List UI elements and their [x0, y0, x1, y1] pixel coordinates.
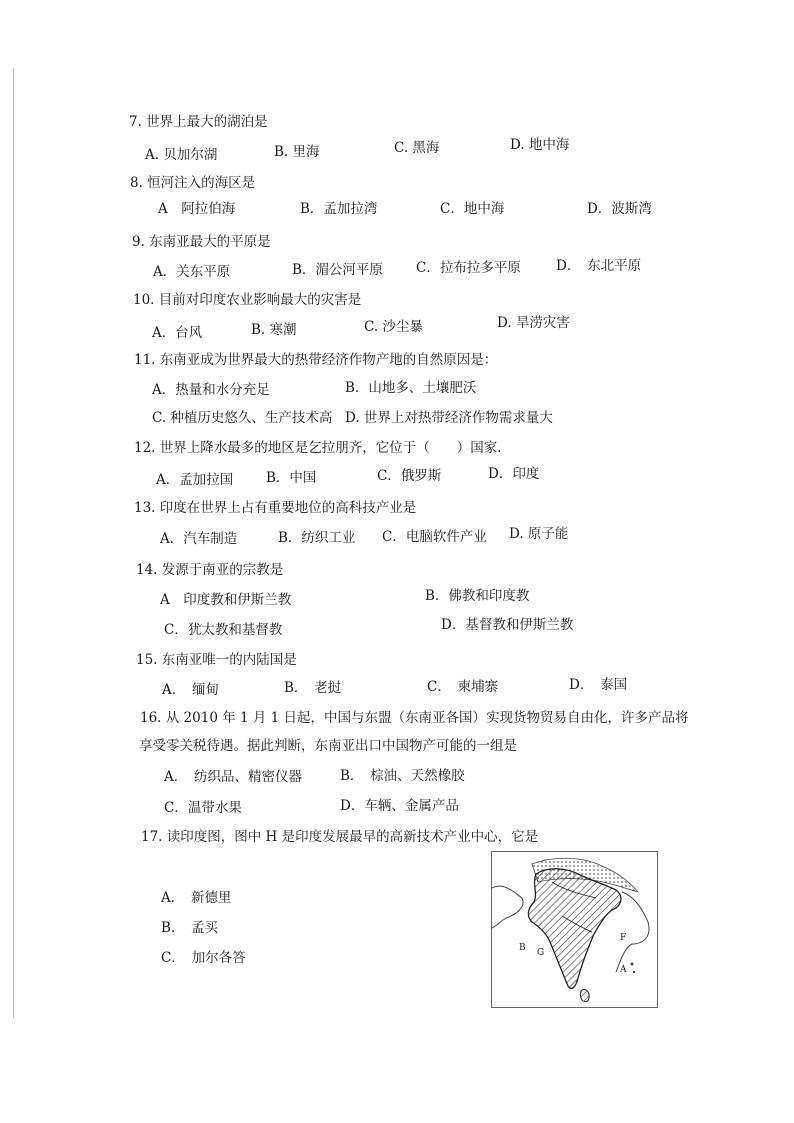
question-16-option-a: A． 纺织品、精密仪器	[164, 769, 302, 785]
question-12-option-b: B．中国	[266, 470, 317, 486]
question-10-option-b: B. 寒潮	[251, 322, 297, 338]
question-7-option-b: B. 里海	[274, 144, 320, 160]
question-8-option-c: C．地中海	[440, 201, 505, 217]
question-9-option-c: C．拉布拉多平原	[416, 260, 521, 276]
map-sri-lanka	[580, 989, 589, 1001]
question-17-option-a: A． 新德里	[161, 890, 232, 906]
india-map-drawing	[492, 852, 657, 1007]
question-11-option-b: B．山地多、土壤肥沃	[345, 380, 477, 396]
question-12-option-d: D．印度	[488, 466, 540, 482]
map-west-coastline	[492, 886, 523, 928]
question-14-option-b: B．佛教和印度教	[425, 588, 530, 604]
question-17-option-b: B． 孟买	[161, 920, 219, 936]
question-10-option-d: D. 旱涝灾害	[497, 315, 570, 331]
question-16-option-c: C．温带水果	[164, 800, 242, 816]
map-label-a: A	[620, 965, 627, 975]
question-15-option-a: A． 缅甸	[162, 682, 219, 698]
question-11-option-c: C. 种植历史悠久、生产技术高	[152, 410, 333, 426]
question-15-option-d: D． 泰国	[569, 677, 628, 693]
question-10-stem: 10. 目前对印度农业影响最大的灾害是	[133, 292, 362, 308]
question-13-stem: 13. 印度在世界上占有重要地位的高科技产业是	[134, 500, 417, 516]
question-13-option-a: A．汽车制造	[160, 531, 238, 547]
question-11-option-a: A．热量和水分充足	[152, 382, 270, 398]
question-10-option-a: A．台风	[152, 325, 203, 341]
question-9-option-b: B．湄公河平原	[292, 262, 383, 278]
question-14-stem: 14. 发源于南亚的宗教是	[136, 562, 284, 578]
map-island-2	[633, 971, 635, 973]
india-map	[491, 851, 658, 1008]
question-7-option-d: D. 地中海	[510, 137, 570, 153]
question-14-option-a: A 印度教和伊斯兰教	[160, 592, 292, 608]
map-label-b: B	[519, 943, 526, 953]
map-label-f: F	[620, 933, 627, 943]
question-7-stem: 7. 世界上最大的湖泊是	[129, 114, 268, 130]
question-15-stem: 15. 东南亚唯一的内陆国是	[136, 652, 297, 668]
question-14-option-c: C．犹太教和基督教	[164, 622, 283, 638]
question-9-option-a: A．关东平原	[153, 264, 231, 280]
map-label-g: G	[537, 948, 545, 958]
question-13-option-d: D. 原子能	[509, 526, 569, 542]
question-16-option-d: D．车辆、金属产品	[340, 798, 459, 814]
map-india-outline	[528, 869, 621, 989]
question-9-option-d: D． 东北平原	[556, 258, 642, 274]
question-8-option-a: A 阿拉伯海	[158, 201, 236, 217]
question-7-option-c: C. 黑海	[394, 140, 440, 156]
question-13-option-c: C．电脑软件产业	[382, 529, 487, 545]
question-8-option-d: D．波斯湾	[587, 201, 652, 217]
question-16-option-b: B． 棕油、天然橡胶	[340, 768, 465, 784]
question-17-stem: 17. 读印度图，图中 H 是印度发展最早的高新技术产业中心，它是	[141, 829, 539, 845]
question-10-option-c: C. 沙尘暴	[364, 319, 423, 335]
question-16-stem-line-2: 享受零关税待遇。据此判断，东南亚出口中国物产可能的一组是	[139, 738, 517, 754]
question-11-stem: 11. 东南亚成为世界最大的热带经济作物产地的自然原因是：	[134, 352, 498, 368]
question-7-option-a: A. 贝加尔湖	[145, 147, 218, 163]
map-east-coastline	[616, 892, 649, 972]
question-12-option-a: A．孟加拉国	[156, 472, 234, 488]
question-8-stem: 8. 恒河注入的海区是	[130, 175, 256, 191]
question-17-option-c: C． 加尔各答	[161, 950, 246, 966]
question-9-stem: 9. 东南亚最大的平原是	[132, 234, 271, 250]
question-16-stem-line-1: 16. 从 2010 年 1 月 1 日起，中国与东盟（东南亚各国）实现货物贸易自由化，许多产品将	[140, 710, 689, 726]
question-14-option-d: D．基督教和伊斯兰教	[441, 617, 574, 633]
question-11-option-d: D. 世界上对热带经济作物需求量大	[345, 410, 553, 426]
question-12-stem: 12. 世界上降水最多的地区是乞拉朋齐，它位于（ ）国家.	[134, 440, 502, 456]
map-island-1	[631, 963, 634, 966]
question-15-option-b: B． 老挝	[284, 680, 342, 696]
question-15-option-c: C． 柬埔寨	[427, 679, 499, 695]
question-13-option-b: B．纺织工业	[278, 530, 356, 546]
scan-border-line	[13, 68, 14, 1018]
question-12-option-c: C．俄罗斯	[377, 468, 442, 484]
question-8-option-b: B．孟加拉湾	[300, 201, 378, 217]
